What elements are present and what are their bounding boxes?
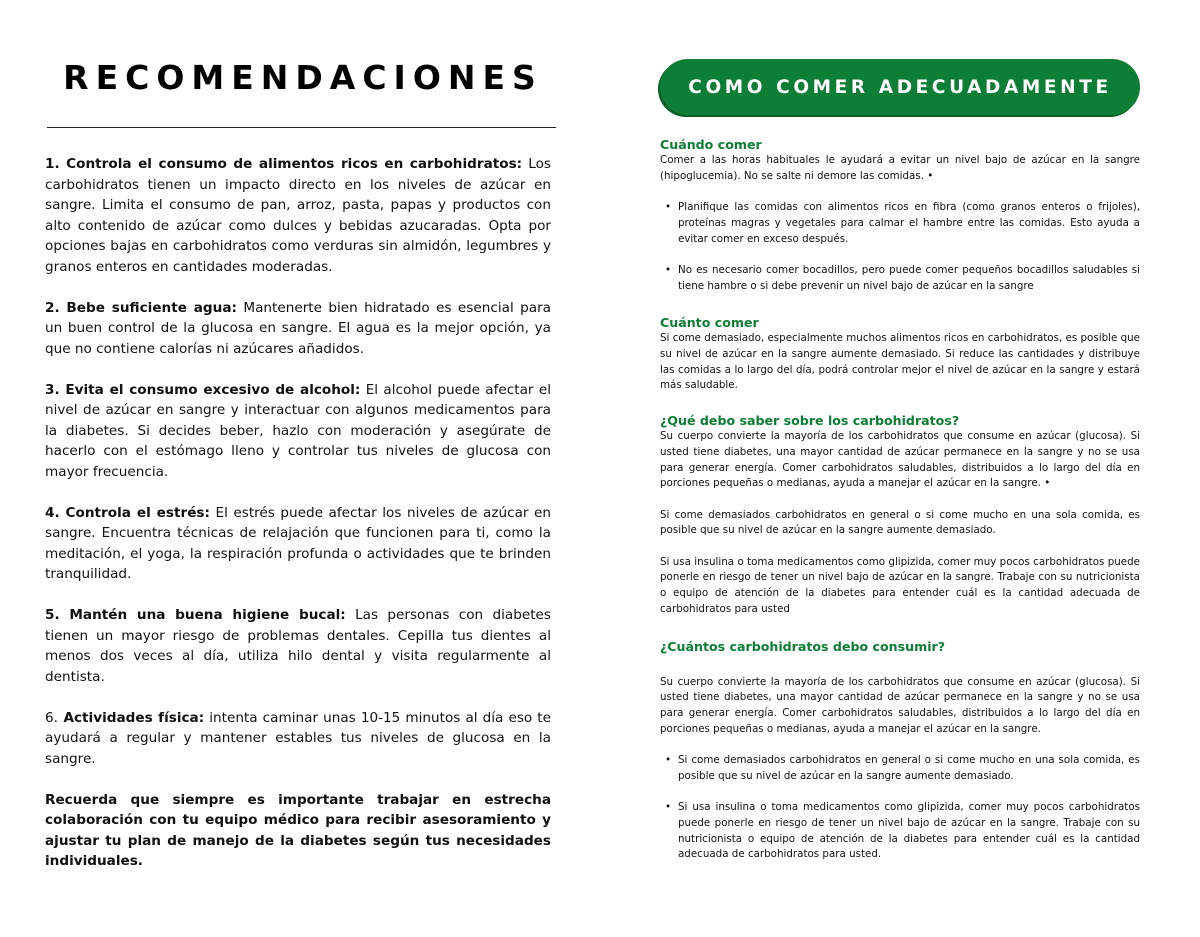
- title-divider: [47, 127, 556, 128]
- bullet-item: [660, 263, 1140, 294]
- closing-text: Recuerda que siempre es importante trabajar en estrecha colaboración con tu equipo médico para recibir asesoramiento y ajustar tu plan de manejo de la diabetes según tus necesidades individuales.: [45, 791, 551, 869]
- recommendation-item: [45, 298, 551, 360]
- item-heading: 5. Mantén una buena higiene bucal:: [45, 607, 346, 623]
- recommendation-item: [45, 380, 551, 483]
- item-number: 6.: [45, 709, 58, 726]
- paragraph: Su cuerpo convierte la mayoría de los carbohidratos que consume en azúcar (glucosa). Si usted tiene diabetes, una mayor cantidad de azúcar permanece en la sangre y no se usa para generar energía. Comer carbohidratos saludables, distribuidos a lo largo del día en porciones pequeñas o medianas, ayuda a manejar el azúcar en la sangre.: [660, 675, 1140, 735]
- recommendations-list: [45, 154, 551, 892]
- bullet-item: [660, 800, 1140, 863]
- item-heading: 2. Bebe suficiente agua:: [45, 299, 237, 316]
- paragraph: Si come demasiado, especialmente muchos alimentos ricos en carbohidratos, es posible que su nivel de azúcar en la sangre aumente demasiado. Si reduce las cantidades y distribuye las comidas a lo largo del día, podrá controlar mejor el nivel de azúcar en la sangre y estará más saludable.: [660, 332, 1140, 392]
- recommendation-item: [45, 154, 551, 277]
- section-banner: COMO COMER ADECUADAMENTE: [660, 59, 1140, 115]
- section-heading: ¿Cuántos carbohidratos debo consumir?: [660, 638, 946, 654]
- bullet-item: [660, 200, 1140, 247]
- section-heading: ¿Qué debo saber sobre los carbohidratos?: [660, 413, 960, 429]
- bullet-icon: •: [665, 263, 672, 276]
- item-heading: 1. Controla el consumo de alimentos ricos en carbohidratos:: [45, 156, 523, 172]
- item-text: intenta caminar unas 10-15 minutos al día eso te ayudará a regular y mantener estables tus niveles de glucosa en la sangre.: [45, 709, 551, 767]
- bullet-icon: •: [665, 201, 672, 214]
- recommendation-item: [45, 503, 551, 585]
- section-heading: Cuánto comer: [660, 315, 759, 331]
- bullet-list: [660, 200, 1140, 294]
- paragraph: Si come demasiados carbohidratos en general o si come mucho en una sola comida, es posible que su nivel de azúcar en la sangre aumente demasiado.: [660, 508, 1140, 537]
- paragraph: Si usa insulina o toma medicamentos como glipizida, comer muy pocos carbohidratos puede ponerle en riesgo de tener un nivel bajo de azúcar en la sangre. Trabaje con su nutricionista o equipo de atención de la diabetes para entender cuál es la cantidad adecuada de carbohidratos para usted: [660, 555, 1140, 615]
- item-text: El estrés puede afectar los niveles de azúcar en sangre. Encuentra técnicas de relajación que funcionen para ti, como la meditación, el yoga, la respiración profunda o actividades que te brinden tranquilidad.: [45, 504, 552, 582]
- section-heading: Cuándo comer: [660, 137, 762, 152]
- item-text: Mantenerte bien hidratado es esencial para un buen control de la glucosa en sangre. El agua es la mejor opción, ya que no contiene calorías ni azúcares añadidos.: [45, 299, 551, 357]
- recommendation-item: [45, 708, 551, 770]
- bullet-list: [660, 753, 1140, 863]
- bullet-text: Si usa insulina o toma medicamentos como glipizida, comer muy pocos carbohidratos puede ponerle en riesgo de tener un nivel bajo de azúcar en la sangre. Trabaje con su nutricionista o equipo de atención de la diabetes para entender cuál es la cantidad adecuada de carbohidratos para usted.: [678, 801, 1140, 861]
- bullet-icon: •: [665, 801, 672, 814]
- bullet-text: No es necesario comer bocadillos, pero puede comer pequeños bocadillos saludables si tiene hambre o si debe prevenir un nivel bajo de azúcar en la sangre: [678, 263, 1140, 292]
- bullet-icon: •: [665, 754, 672, 767]
- item-heading: 3. Evita el consumo excesivo de alcohol:: [45, 381, 361, 398]
- paragraph: Su cuerpo convierte la mayoría de los carbohidratos que consume en azúcar (glucosa). Si usted tiene diabetes, una mayor cantidad de azúcar permanece en la sangre y no se usa para generar energía. Comer carbohidratos saludables, distribuidos a lo largo del día en porciones pequeñas o medianas, ayuda a manejar el azúcar en la sangre. •: [660, 430, 1140, 490]
- closing-note: [45, 790, 551, 872]
- bullet-item: [660, 753, 1140, 784]
- item-text: Los carbohidratos tienen un impacto directo en los niveles de azúcar en sangre. Limita el consumo de pan, arroz, pasta, papas y productos con alto contenido de azúcar como dulces y bebidas azucaradas. Opta por opciones bajas en carbohidratos como verduras sin almidón, legumbres y granos enteros en cantidades moderadas.: [45, 156, 551, 275]
- item-text: Las personas con diabetes tienen un mayor riesgo de problemas dentales. Cepilla tus dientes al menos dos veces al día, utiliza hilo dental y visita regularmente al dentista.: [45, 607, 551, 685]
- item-heading: 4. Controla el estrés:: [45, 504, 210, 521]
- paragraph: Comer a las horas habituales le ayudará a evitar un nivel bajo de azúcar en la sangre (hipoglucemia). No se salte ni demore las comidas. •: [660, 154, 1140, 182]
- bullet-text: Planifique las comidas con alimentos ricos en fibra (como granos enteros o frijoles), proteínas magras y vegetales para calmar el hambre entre las comidas. Esto ayuda a evitar comer en exceso después.: [678, 201, 1140, 245]
- eating-guide: [660, 136, 1140, 863]
- bullet-text: Si come demasiados carbohidratos en general o si come mucho en una sola comida, es posible que su nivel de azúcar en la sangre aumente demasiado.: [678, 754, 1140, 782]
- item-heading: Actividades física:: [57, 709, 205, 726]
- page-title: RECOMENDACIONES: [63, 58, 543, 97]
- recommendation-item: [45, 605, 551, 687]
- item-text: El alcohol puede afectar el nivel de azúcar en sangre y interactuar con algunos medicamentos para la diabetes. Si decides beber, hazlo con moderación y asegúrate de hacerlo con el estómago lleno y controlar tus niveles de glucosa con mayor frecuencia.: [45, 381, 551, 480]
